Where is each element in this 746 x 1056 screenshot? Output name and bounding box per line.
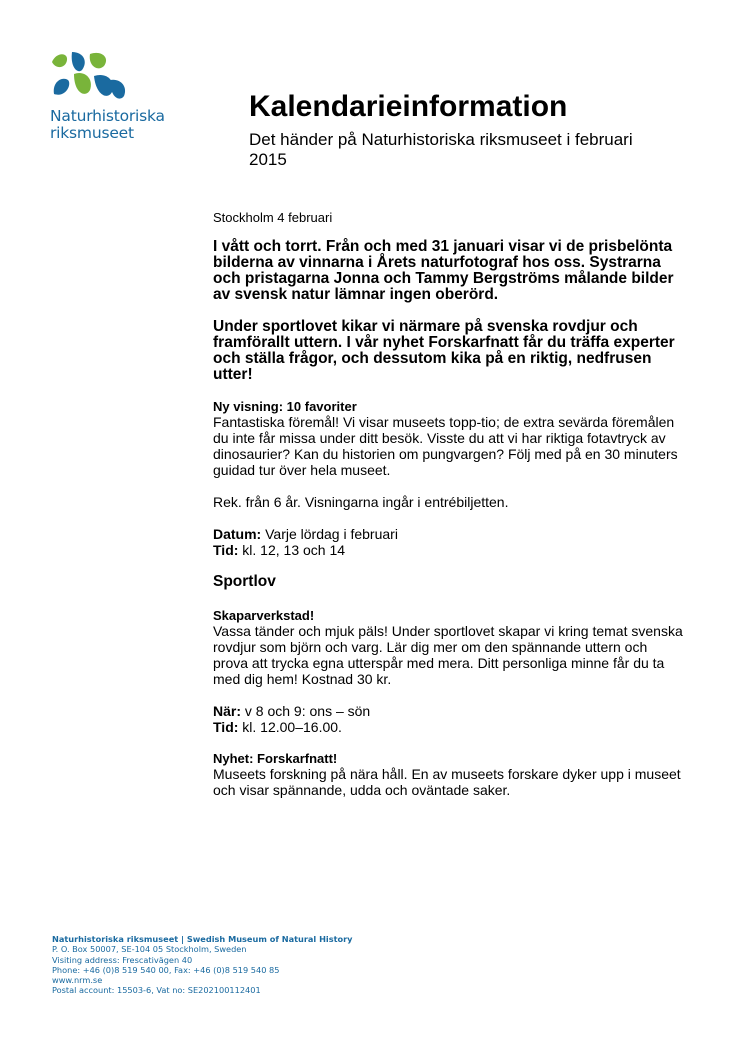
- press-release-body: [213, 210, 683, 814]
- footer-phone: Phone: +46 (0)8 519 540 00, Fax: +46 (0)8 519 540 85: [52, 964, 280, 975]
- news-section: [213, 751, 683, 798]
- date-value: Varje lördag i februari: [265, 526, 398, 542]
- visning-section: [213, 399, 683, 478]
- workshop-time-label: Tid:: [213, 719, 239, 735]
- news-heading: Nyhet: Forskarfnatt!: [213, 751, 338, 766]
- page-header: [249, 88, 669, 170]
- footer-address: P. O. Box 50007, SE-104 05 Stockholm, Sweden: [52, 944, 247, 955]
- workshop-schedule: [213, 703, 683, 735]
- when-value: v 8 och 9: ons – sön: [244, 703, 371, 719]
- visning-schedule: [213, 526, 683, 558]
- workshop-section: [213, 608, 683, 687]
- footer: [52, 934, 353, 996]
- lead-paragraph-2: Under sportlovet kikar vi närmare på svenska rovdjur och framförallt uttern. I vår nyhet Forskarfnatt får du träffa experter och ställa frågor, och dessutom kika på en riktig, nedfrusen utter!: [213, 318, 675, 383]
- page-subtitle: Det händer på Naturhistoriska riksmuseet i februari 2015: [249, 130, 633, 169]
- logo-line-1: Naturhistoriska: [50, 107, 165, 125]
- footer-org: Naturhistoriska riksmuseet | Swedish Museum of Natural History: [52, 934, 353, 944]
- workshop-heading: Skaparverkstad!: [213, 608, 315, 623]
- workshop-text: Vassa tänder och mjuk päls! Under sportlovet skapar vi kring temat svenska rovdjur som björn och varg. Lär dig mer om den spännande uttern och prova att trycka egna utterspår med mera. Ditt personliga minne får du ta med dig hem! Kostnad 30 kr.: [213, 623, 683, 687]
- museum-logo: [50, 50, 165, 142]
- workshop-time-value: kl. 12.00–16.00.: [242, 719, 342, 735]
- sportlov-heading: Sportlov: [213, 573, 276, 590]
- when-label: När:: [213, 703, 242, 719]
- date-label: Datum:: [213, 526, 262, 542]
- logo-line-2: riksmuseet: [50, 124, 134, 142]
- news-text: Museets forskning på nära håll. En av museets forskare dyker upp i museet och visar spännande, udda och oväntade saker.: [213, 766, 681, 798]
- lead-paragraph-1: I vått och torrt. Från och med 31 januari visar vi de prisbelönta bilderna av vinnarna i Årets naturfotograf hos oss. Systrarna och pristagarna Jonna och Tammy Bergströms målande bilder av svensk natur lämnar ingen oberörd.: [213, 238, 674, 303]
- page-title: Kalendarieinformation: [249, 90, 568, 123]
- leaf-logo-icon: [50, 50, 130, 102]
- dateline: Stockholm 4 februari: [213, 210, 333, 225]
- visning-text: Fantastiska föremål! Vi visar museets topp-tio; de extra sevärda föremålen du inte får missa under ditt besök. Visste du att vi har riktiga fotavtryck av dinosaurier? Kan du historien om pungvargen? Följ med på en 30 minuters guidad tur över hela museet.: [213, 414, 678, 478]
- footer-visiting: Visiting address: Frescativägen 40: [52, 954, 193, 965]
- visning-note: Rek. från 6 år. Visningarna ingår i entrébiljetten.: [213, 494, 509, 510]
- footer-postal: Postal account: 15503-6, Vat no: SE202100112401: [52, 985, 261, 996]
- footer-web: www.nrm.se: [52, 975, 103, 986]
- visning-heading: Ny visning: 10 favoriter: [213, 399, 357, 414]
- time-value: kl. 12, 13 och 14: [242, 542, 346, 558]
- time-label: Tid:: [213, 542, 239, 558]
